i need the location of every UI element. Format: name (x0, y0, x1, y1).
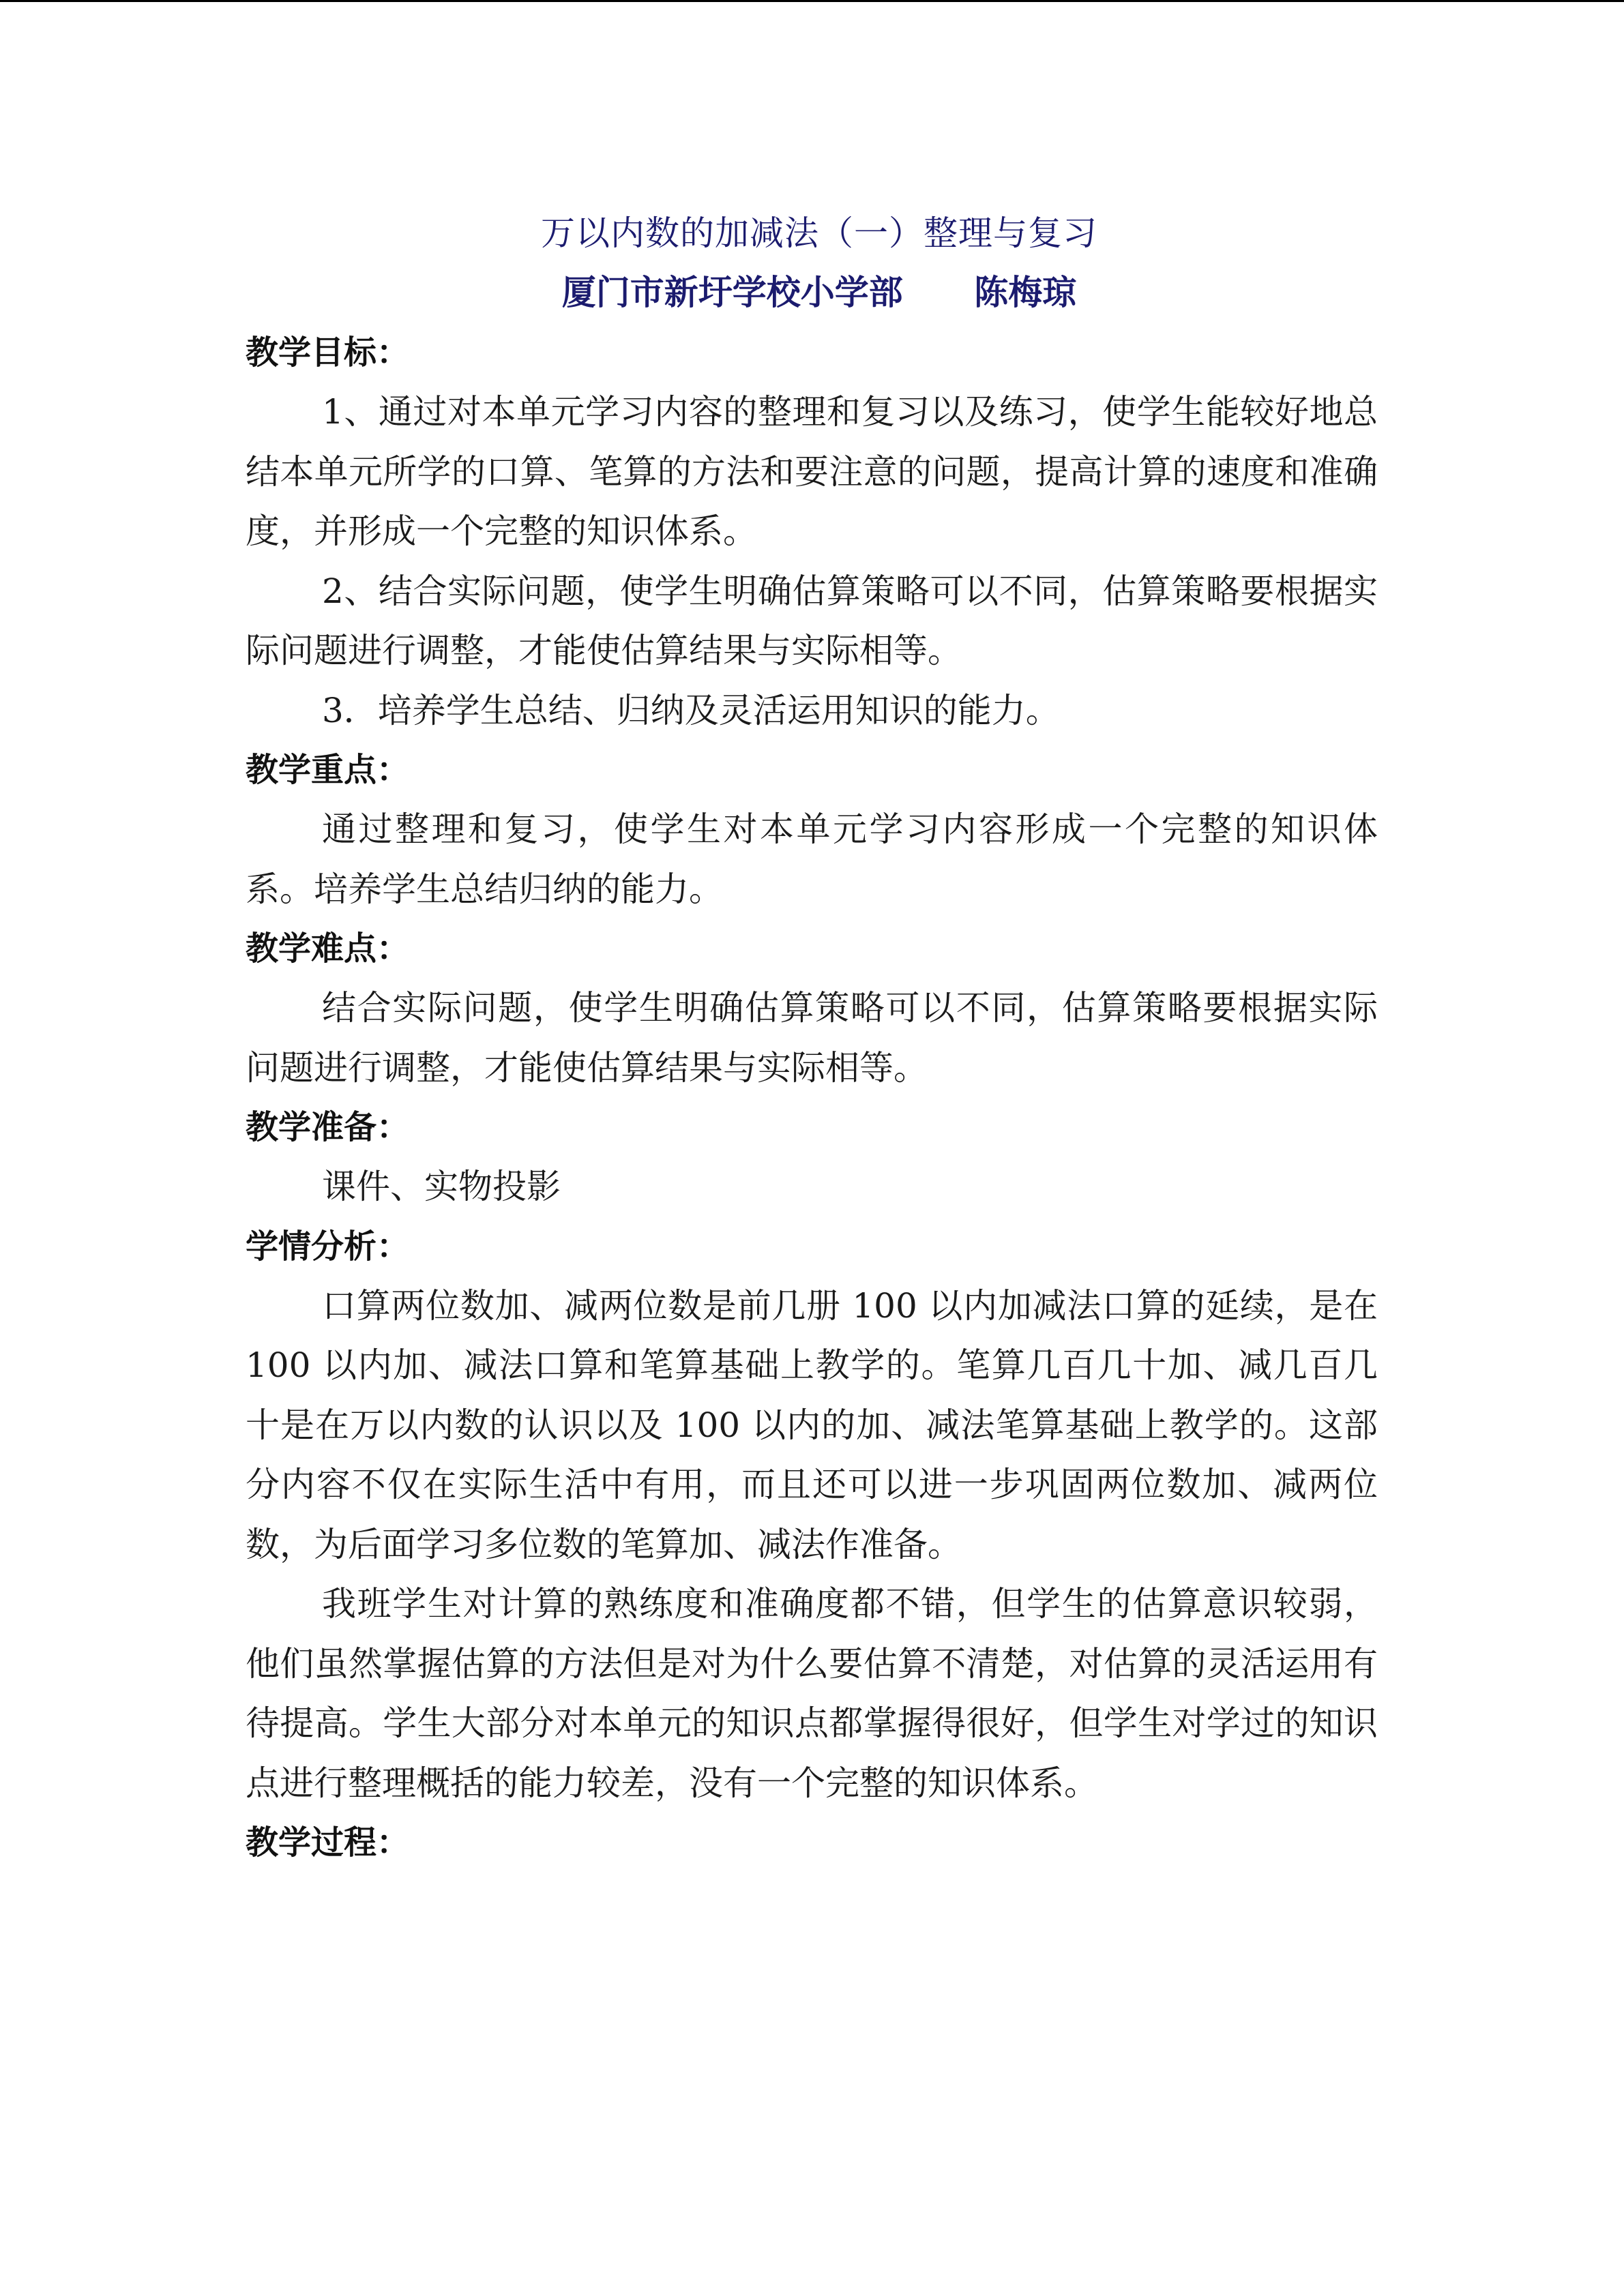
section-difficulties (246, 919, 1378, 1098)
paragraph: 口算两位数加、减两位数是前几册 100 以内加减法口算的延续，是在 100 以内加、减法口算和笔算基础上教学的。笔算几百几十加、减几百几十是在万以内数的认识以及 100 以内的加、减法笔算基础上教学的。这部分内容不仅在实际生活中有用，而且还可以进一步巩固两位数加、减两位数，为后面学习多位数的笔算加、减法作准备。 (246, 1285, 1378, 1564)
paragraph: 1、通过对本单元学习内容的整理和复习以及练习，使学生能较好地总结本单元所学的口算、笔算的方法和要注意的问题，提高计算的速度和准确度，并形成一个完整的知识体系。 (246, 392, 1378, 551)
section-heading: 学情分析： (246, 1227, 410, 1266)
section-teaching-process (246, 1813, 1378, 1873)
section-heading: 教学过程： (246, 1823, 410, 1862)
section-teaching-goals (246, 323, 1378, 741)
paragraph: 3．培养学生总结、归纳及灵活运用知识的能力。 (322, 690, 1060, 730)
document-page (246, 205, 1378, 1873)
section-heading: 教学目标： (246, 333, 410, 372)
paragraph: 2、结合实际问题，使学生明确估算策略可以不同，估算策略要根据实际问题进行调整，才能使估算结果与实际相等。 (246, 571, 1378, 670)
document-title: 万以内数的加减法（一）整理与复习 (541, 213, 1097, 253)
paragraph: 结合实际问题，使学生明确估算策略可以不同，估算策略要根据实际问题进行调整，才能使估算结果与实际相等。 (246, 988, 1378, 1088)
section-preparation (246, 1098, 1378, 1217)
paragraph: 我班学生对计算的熟练度和准确度都不错，但学生的估算意识较弱，他们虽然掌握估算的方法但是对为什么要估算不清楚，对估算的灵活运用有待提高。学生大部分对本单元的知识点都掌握得很好，但学生对学过的知识点进行整理概括的能力较差，没有一个完整的知识体系。 (246, 1584, 1378, 1803)
section-heading: 教学重点： (246, 751, 410, 789)
page-top-border (0, 0, 1624, 2)
section-heading: 教学准备： (246, 1108, 410, 1146)
section-key-points (246, 741, 1378, 919)
paragraph: 课件、实物投影 (322, 1167, 561, 1206)
paragraph: 通过整理和复习，使学生对本单元学习内容形成一个完整的知识体系。培养学生总结归纳的能力。 (246, 809, 1378, 909)
author-line: 厦门市新圩学校小学部 陈梅琼 (561, 273, 1077, 312)
section-heading: 教学难点： (246, 929, 410, 968)
section-student-analysis (246, 1217, 1378, 1814)
